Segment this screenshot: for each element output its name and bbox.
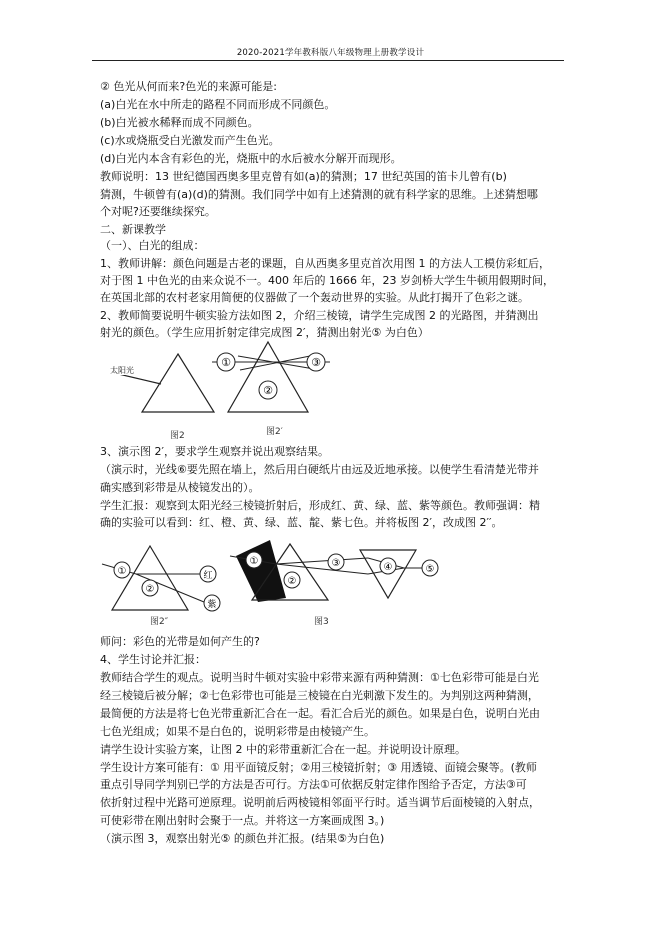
- text-line: 个对呢?还要继续探究。: [100, 205, 216, 218]
- text-line: 确的实验可以看到：红、橙、黄、绿、蓝、靛、紫七色。并将板图 2′，改成图 2′′。: [100, 516, 503, 529]
- figure-2-prime-caption: 图2′: [266, 427, 283, 437]
- text-line: (c)水或烧瓶受白光激发而产生色光。: [100, 134, 280, 147]
- text-line: (d)白光内本含有彩色的光，烧瓶中的水后被水分解开而现形。: [100, 152, 402, 165]
- svg-text:③: ③: [331, 558, 341, 569]
- text-line: 1、教师讲解：颜色问题是古老的课题，自从西奥多里克首次用图 1 的方法人工模仿彩虹后，: [100, 257, 550, 270]
- figure-3-caption: 图3: [314, 617, 329, 627]
- figure-2-prime: [210, 340, 340, 422]
- text-line: （演示时，光线⑥要先照在墙上，然后用白硬纸片由远及近地承接。以使学生看清楚光带并: [100, 463, 539, 476]
- header-rule: [92, 60, 564, 61]
- text-line: 二、新课教学: [100, 223, 166, 236]
- text-line: 学生设计方案可能有：① 用平面镜反射；②用三棱镜折射；③ 用透镜、面镜会聚等。(教师: [100, 761, 537, 774]
- text-line: ② 色光从何而来?色光的来源可能是:: [100, 80, 277, 93]
- text-line: 对于图 1 中色光的由来众说不一。400 年后的 1666 年，23 岁剑桥大学生牛顿用假期时间，: [100, 274, 554, 287]
- svg-text:②: ②: [263, 384, 273, 397]
- text-line: 教师结合学生的观点。说明当时牛顿对实验中彩带来源有两种猜测：①七色彩带可能是白光: [100, 671, 539, 684]
- text-line: 可使彩带在刚出射时会聚于一点。并将这一方案画成图 3。): [100, 814, 385, 827]
- text-line: (b)白光被水稀释而成不同颜色。: [100, 116, 259, 129]
- text-line: 经三棱镜后被分解；②七色彩带也可能是三棱镜在白光刺激下发生的。为判别这两种猜测，: [100, 689, 539, 702]
- text-line: 最简便的方法是将七色光带重新汇合在一起。看汇合后光的颜色。如果是白色，说明白光由: [100, 707, 540, 720]
- header-title: 2020-2021学年教科版八年级物理上册教学设计: [236, 48, 425, 58]
- text-line: 学生汇报：观察到太阳光经三棱镜折射后，形成红、黄、绿、蓝、紫等颜色。教师强调：精: [100, 499, 540, 512]
- svg-text:②: ②: [145, 584, 155, 595]
- text-line: 师问：彩色的光带是如何产生的?: [100, 635, 260, 648]
- text-line: 请学生设计实验方案，让图 2 中的彩带重新汇合在一起。并说明设计原理。: [100, 743, 466, 756]
- text-line: 确实感到彩带是从棱镜发出的）。: [100, 481, 260, 494]
- svg-text:②: ②: [287, 576, 297, 587]
- svg-text:⑤: ⑤: [425, 564, 435, 575]
- text-line: 2、教师简要说明牛顿实验方法如图 2，介绍三棱镜，请学生完成图 2 的光路图，并猜测出: [100, 309, 539, 322]
- svg-text:①: ①: [249, 556, 259, 567]
- text-line: 在英国北部的农村老家用简便的仪器做了一个轰动世界的实验。从此打揭开了色彩之谜。: [100, 291, 529, 304]
- figure-3: [228, 536, 440, 614]
- figure-2-double-prime-caption: 图2″: [150, 617, 169, 627]
- text-line: 七色光组成；如果不是白色的，说明彩带是由棱镜产生。: [100, 725, 375, 738]
- sun-label: 太阳光: [110, 366, 134, 375]
- text-line: （演示图 3，观察出射光⑤ 的颜色并汇报。(结果⑤为白色): [100, 832, 385, 845]
- svg-text:①: ①: [221, 356, 231, 369]
- figure-2-caption: 图2: [170, 431, 185, 441]
- text-line: 教师说明：13 世纪德国西奥多里克曾有如(a)的猜测；17 世纪英国的笛卡儿曾有(b): [100, 170, 507, 183]
- text-line: 重点引导同学判别已学的方法是否可行。方法①可依据反射定律作图给予否定，方法③可: [100, 778, 527, 791]
- svg-text:紫: 紫: [207, 600, 217, 610]
- svg-text:③: ③: [311, 356, 321, 369]
- text-line: 射光的颜色。（学生应用折射定律完成图 2′，猜测出射光⑤ 为白色）: [100, 326, 429, 339]
- text-line: 3、演示图 2′，要求学生观察并说出观察结果。: [100, 445, 329, 458]
- svg-text:④: ④: [383, 562, 393, 573]
- text-line: 猜测，牛顿曾有(a)(d)的猜测。我们同学中如有上述猜测的就有科学家的思维。上述猜想哪: [100, 188, 538, 201]
- figure-2-double-prime: [100, 540, 230, 615]
- text-line: （一）、白光的组成：: [100, 239, 205, 252]
- text-line: 4、学生讨论并汇报：: [100, 653, 206, 666]
- svg-text:红: 红: [203, 571, 213, 581]
- text-line: (a)白光在水中所走的路程不同而形成不同颜色。: [100, 98, 336, 111]
- svg-text:①: ①: [117, 566, 127, 577]
- text-line: 依折射过程中光路可逆原理。说明前后两棱镜相邻面平行时。适当调节后面棱镜的入射点，: [100, 796, 540, 809]
